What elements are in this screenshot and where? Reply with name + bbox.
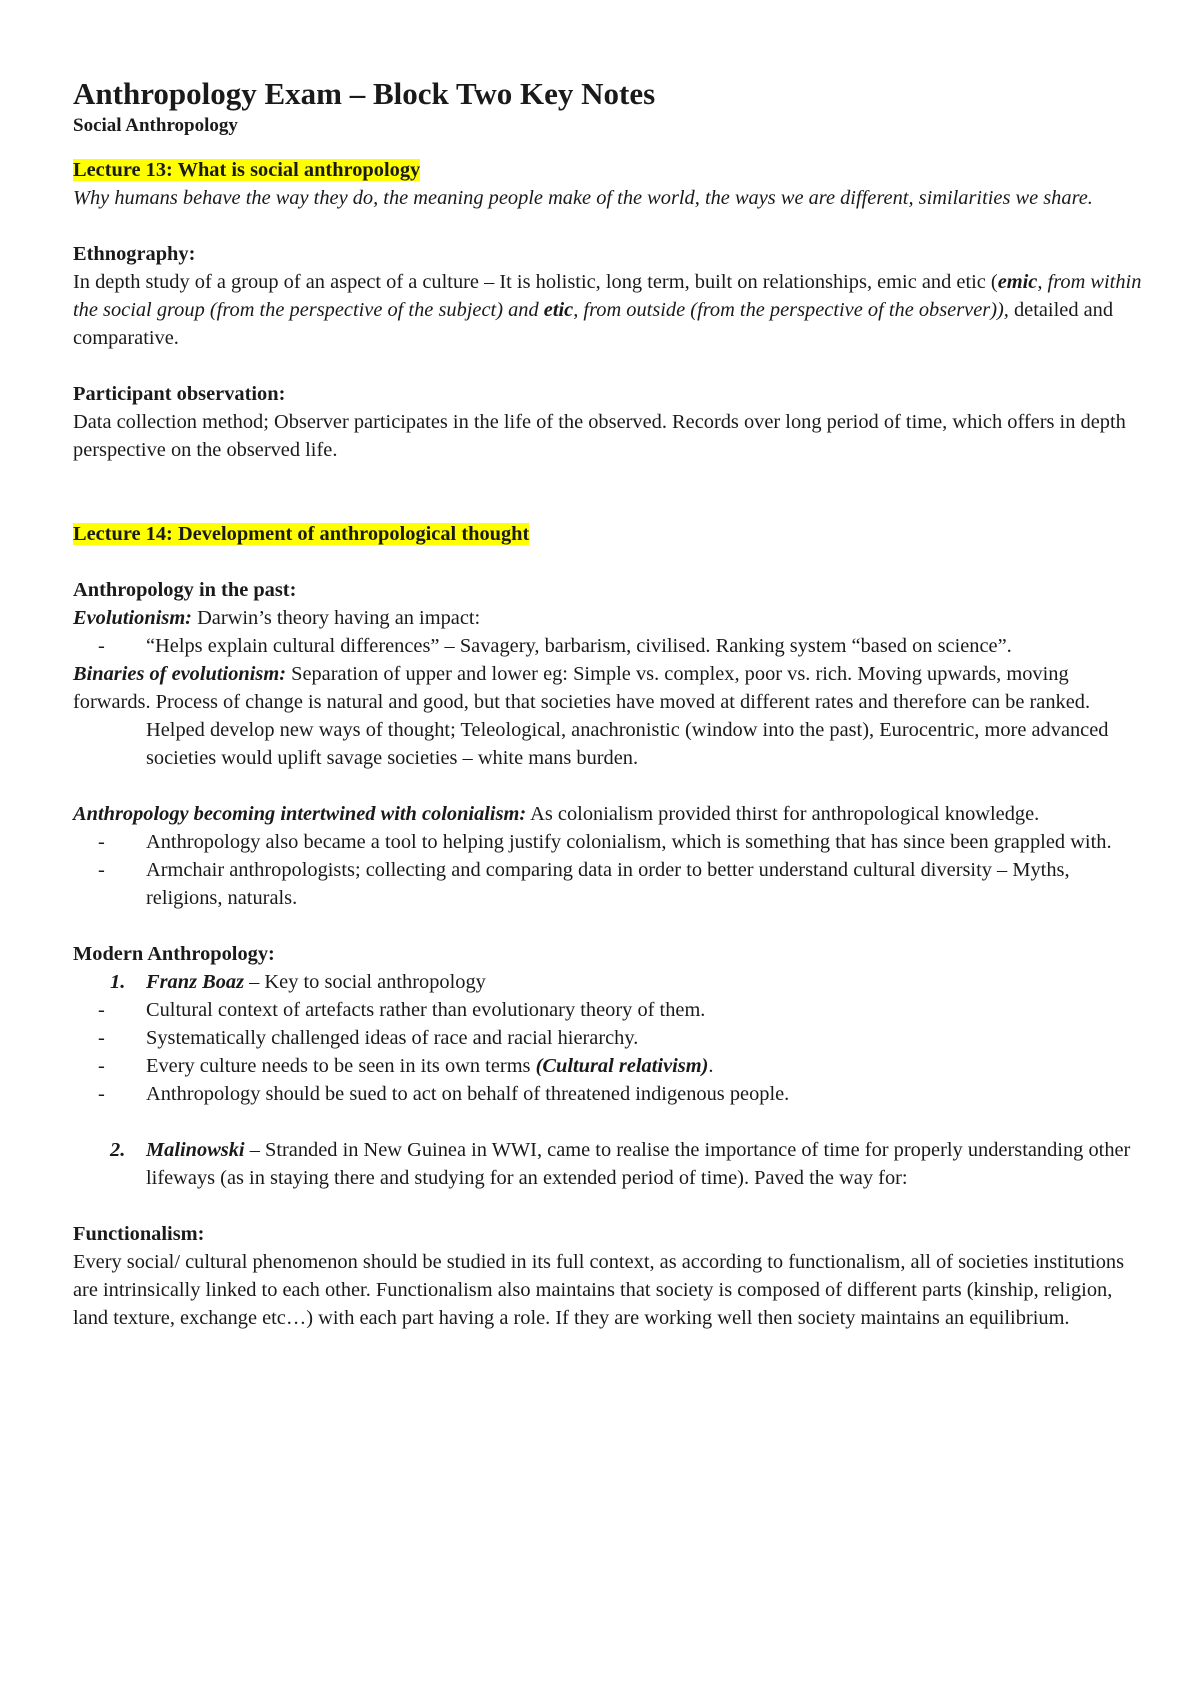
malinowski-text: – Stranded in New Guinea in WWI, came to realise the importance of time for properly understanding other lifeways (as in staying there and studying for an extended period of time). Paved the way for: (146, 1139, 1131, 1189)
list-item (73, 996, 1143, 1024)
participant-observation-text: Data collection method; Observer participates in the life of the observed. Records over long period of time, which offers in depth perspective on the observed life. (73, 411, 1126, 461)
list-item-text: “Helps explain cultural differences” – Savagery, barbarism, civilised. Ranking system “based on science”. (146, 635, 1012, 657)
lecture-14-highlight: Lecture 14: Development of anthropological thought (73, 523, 530, 545)
list-item (73, 1024, 1143, 1052)
binaries-text: Separation of upper and lower eg: Simple vs. complex, poor vs. rich. Moving upwards, moving forwards. Process of change is natural and good, but that societies have moved at different rates and therefore can be ranked. (73, 663, 1091, 713)
document-subtitle: Social Anthropology (73, 115, 238, 136)
document-title: Anthropology Exam – Block Two Key Notes (73, 76, 656, 111)
list-item-text: Every culture needs to be seen in its own terms (146, 1055, 536, 1077)
emic-term: emic (997, 271, 1038, 293)
bullet-dash: - (98, 831, 105, 853)
evolutionism-para (73, 604, 1143, 632)
anthropology-past-label: Anthropology in the past: (73, 579, 297, 601)
boaz-name: Franz Boaz (146, 971, 245, 993)
number-marker: 2. (110, 1139, 126, 1161)
cultural-relativism-term: (Cultural relativism) (535, 1055, 709, 1077)
list-item (73, 1080, 1143, 1108)
list-item (73, 828, 1143, 856)
malinowski-numbered-item (73, 1136, 1143, 1192)
boaz-list (73, 996, 1143, 1108)
bullet-dash: - (98, 999, 105, 1021)
ethnography-text-end: detailed and comparative. (73, 299, 1114, 349)
evolutionism-term: Evolutionism: (73, 607, 192, 629)
colonialism-text: As colonialism provided thirst for anthropological knowledge. (526, 803, 1040, 825)
functionalism-label: Functionalism: (73, 1223, 205, 1245)
bullet-dash: - (98, 635, 105, 657)
evolutionism-list (73, 632, 1143, 660)
list-item (73, 1136, 1143, 1192)
list-item-text: Anthropology also became a tool to helping justify colonialism, which is something that has since been grappled with. (146, 831, 1112, 853)
bullet-dash: - (98, 1055, 105, 1077)
etic-term: etic (543, 299, 574, 321)
list-item-text: Armchair anthropologists; collecting and comparing data in order to better understand cultural diversity – Myths, religions, naturals. (146, 859, 1070, 909)
boaz-text: – Key to social anthropology (244, 971, 486, 993)
list-item (73, 968, 1143, 996)
lecture-13-highlight: Lecture 13: What is social anthropology (73, 159, 421, 181)
evolutionism-text: Darwin’s theory having an impact: (191, 607, 481, 629)
colonialism-term: Anthropology becoming intertwined with colonialism: (73, 803, 527, 825)
participant-observation-label: Participant observation: (73, 383, 286, 405)
list-item-text: Cultural context of artefacts rather than evolutionary theory of them. (146, 999, 706, 1021)
boaz-numbered-item (73, 968, 1143, 996)
lecture-13-heading (73, 156, 1143, 184)
ethnography-label: Ethnography: (73, 243, 196, 265)
lecture-13-intro: Why humans behave the way they do, the meaning people make of the world, the ways we are different, similarities we share. (73, 187, 1093, 209)
binaries-indent-para: Helped develop new ways of thought; Teleological, anachronistic (window into the past), Eurocentric, more advanced societies would uplift savage societies – white mans burden. (146, 719, 1109, 769)
binaries-term: Binaries of evolutionism: (73, 663, 286, 685)
list-item-text: Systematically challenged ideas of race and racial hierarchy. (146, 1027, 639, 1049)
number-marker: 1. (110, 971, 126, 993)
list-item (73, 856, 1143, 912)
colonialism-para (73, 800, 1143, 828)
ethnography-text-part: In depth study of a group of an aspect of a culture – It is holistic, long term, built on relationships, emic and etic ( (73, 271, 998, 293)
lecture-14-heading (73, 520, 1143, 548)
bullet-dash: - (98, 1083, 105, 1105)
modern-anthropology-label: Modern Anthropology: (73, 943, 275, 965)
document-page (73, 76, 1143, 1332)
list-item (73, 632, 1143, 660)
functionalism-text: Every social/ cultural phenomenon should be studied in its full context, as according to functionalism, all of societies institutions are intrinsically linked to each other. Functionalism also maintains that society is composed of different parts (kinship, religion, land texture, exchange etc…) with each part having a role. If they are working well then society maintains an equilibrium. (73, 1251, 1125, 1329)
malinowski-name: Malinowski (146, 1139, 245, 1161)
list-item: - Every culture needs to be seen in its own terms (Cultural relativism). (73, 1052, 1143, 1080)
bullet-dash: - (98, 1027, 105, 1049)
ethnography-text (73, 268, 1143, 352)
bullet-dash: - (98, 859, 105, 881)
colonialism-list (73, 828, 1143, 912)
binaries-para (73, 660, 1143, 716)
etic-desc: , from outside (from the perspective of the observer)), (573, 299, 1009, 321)
list-item-text: Anthropology should be sued to act on behalf of threatened indigenous people. (146, 1083, 790, 1105)
emic-desc: , from within the social group (from the perspective of the subject) and (73, 271, 1142, 321)
